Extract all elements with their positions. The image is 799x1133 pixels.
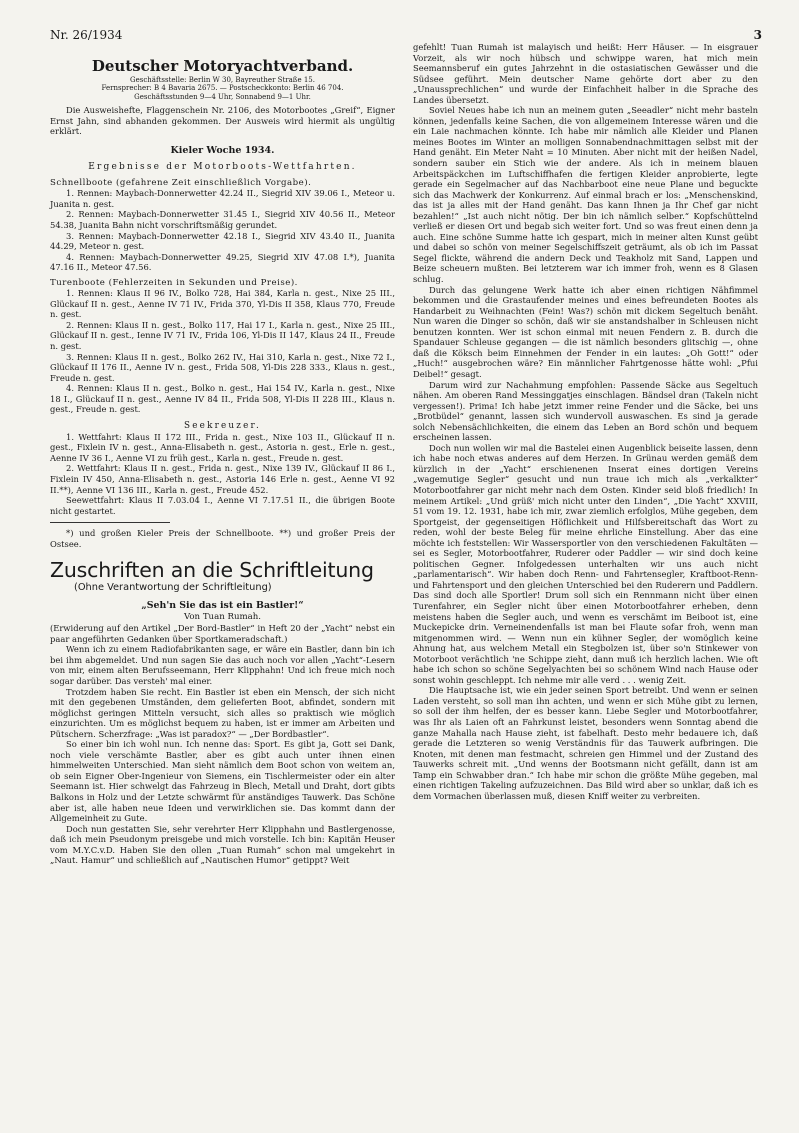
article-paragraph: Soviel Neues habe ich nun an meinem guten „Seeadler“ nicht mehr basteln können, jedenfalls keine Sachen, die von allgemeinem Interesse wären und die ein Laie nachmachen könnte. Ich habe mir nämlich alle Kleider und Planen meines Bootes im Winter an molligen Sonnabendnachmittagen selbst mit der Hand genäht. Ein Meter Naht = 10 Minuten. Aber nicht mit der heißen Nadel, sondern sauber ein Stich wie der andere. Als ich in meinem blauen Arbeitspäckchen im Luftschiffhafen die fertigen Kleider anprobierte, legte gerade ein Segelmacher auf das Nachbarboot eine neue Plane und beguckte sich das Machwerk der Konkurrenz. Auf einmal brach er los: „Menschenskind, das ist ja alles mit der Hand genäht. Das kann Ihnen ja Ihr Chef gar nicht bezahlen!“ „Ist auch nicht nötig. Der bin ich nämlich selber.“ Kopfschüttelnd verließ er diesen Ort und begab sich weiter fort. Und so was freut einen denn ja auch. Eine schöne Summe hatte ich gespart, mich in meiner alten Kunst geübt und dabei so schön von meiner Segelschiffszeit geträumt, als ob ich im Passat Segel flickte, während die andern Deck und Teakholz mit Sand, Lappen und Beize scheuern mußten. Bei letzterem war ich immer froh, wenn es 8 Glasen schlug. <box>413 105 758 285</box>
article-paragraph: So einer bin ich wohl nun. Ich nenne das: Sport. Es gibt ja, Gott sei Dank, noch viele verschämte Bastler, aber es gibt auch unter ihnen einen himmelweiten Unterschied. Man sieht nämlich dem Boot schon von weitem an, ob sein Eigner Ober-Ingenieur von Siemens, ein Tischlermeister oder ein alter Seemann ist. Hier schwelgt das Fahrzeug in Blech, Metall und Draht, dort gibts Balkons in Holz und der Letzte schwärmt für anständiges Tauwerk. Das Schöne aber ist, alle haben neue Ideen und verwirklichen sie. Das kommt dann der Allgemeinheit zu Gute. <box>50 739 395 824</box>
race-result: 1. Rennen: Maybach-Donnerwetter 42.24 II., Siegrid XIV 39.06 I., Meteor u. Juanita n. gest. <box>50 188 395 209</box>
article-paragraph: Wenn ich zu einem Radiofabrikanten sage, er wäre ein Bastler, dann bin ich bei ihm abgemeldet. Und nun sagen Sie das auch noch vor allen „Yacht“-Lesern von mir, einem alten Berufsseemann, Herr Klipphahn! Und ich freue mich noch sogar darüber. Das versteh' mal einer. <box>50 644 395 686</box>
race-result: 2. Rennen: Klaus II n. gest., Bolko 117, Hai 17 I., Karla n. gest., Nixe 25 III., Glückauf II n. gest., Ienne IV 71 IV., Frida 106, Yl-Dis II 147, Klaus 24 II., Freude n. gest. <box>50 319 395 351</box>
article-paragraph: gefehlt! Tuan Rumah ist malayisch und heißt: Herr Häuser. — In eisgrauer Vorzeit, als wir noch hübsch und schwippe waren, hat mich mein Seemannsberuf ein gutes Jahrzehnt in die ostasiatischen Gewässer und die Südsee geführt. Mein deutscher Name gehörte dort aber zu den „Unaussprechlichen“ und wurde der Einfachheit halber in die Sprache des Landes übersetzt. <box>413 42 758 105</box>
org-info-line: Geschäftsstelle: Berlin W 30, Bayreuther Straße 15. <box>130 76 315 84</box>
article-paragraph: Trotzdem haben Sie recht. Ein Bastler ist eben ein Mensch, der sich nicht mit den gegebenen Umständen, dem gelieferten Boot, abfindet, sondern mit möglichst geringen Mitteln versucht, sich alles so praktisch wie möglich einzurichten. Um es möglichst bequem zu haben, ist er immer am Arbeiten und Pütschern. Scherzfrage: „Was ist paradox?“ — „Der Bordbastler“. <box>50 686 395 739</box>
lost-documents-notice: Die Ausweishefte, Flaggenschein Nr. 2106, des Motorbootes „Greif“, Eigner Ernst Jahn, sind abhanden gekommen. Der Ausweis wird hiermit als ungültig erklärt. <box>50 105 395 137</box>
divider <box>50 522 170 523</box>
article-intro: (Erwiderung auf den Artikel „Der Bord-Bastler“ in Heft 20 der „Yacht“ nebst ein paar angeführten Gedanken über Sportkameradschaft.) <box>50 623 395 644</box>
left-column <box>50 55 395 866</box>
results-heading: Ergebnisse der Motorboots-Wettfahrten. <box>88 161 357 172</box>
org-title: Deutscher Motoryachtverband. <box>91 57 354 75</box>
section-subtitle: (Ohne Verantwortung der Schriftleitung) <box>74 582 272 594</box>
article-paragraph: Doch nun gestatten Sie, sehr verehrter Herr Klipphahn und Bastlergenosse, daß ich mein Pseudonym preisgebe und mich vorstelle. Ich bin: Kapitän Heuser vom M.Y.C.v.D. Haben Sie den ollen „Tuan Rumah“ schon mal umgekehrt in „Naut. Hamur“ und schließlich auf „Nautischen Humor“ getippt? Weit <box>50 823 395 866</box>
footnote: *) und großen Kieler Preis der Schnellboote. **) und großer Preis der Ostsee. <box>50 528 395 549</box>
race-result: 3. Rennen: Maybach-Donnerwetter 42.18 I., Siegrid XIV 43.40 II., Juanita 44.29, Meteor n. gest. <box>50 230 395 252</box>
org-info-line: Fernsprecher: B 4 Bavaria 2675. — Postscheckkonto: Berlin 46 704. <box>101 84 344 93</box>
race-result: 3. Rennen: Klaus II n. gest., Bolko 262 IV., Hai 310, Karla n. gest., Nixe 72 I., Glückauf II 176 II., Aenne IV n. gest., Frida 508, Yl-Dis 228 333., Klaus n. gest., Freude n. gest. <box>50 351 395 383</box>
issue-number: Nr. 26/1934 <box>50 28 123 42</box>
page-number: 3 <box>753 28 762 42</box>
race-result: Seewettfahrt: Klaus II 7.03.04 I., Aenne VI 7.17.51 II., die übrigen Boote nicht gestartet. <box>50 495 395 516</box>
schnellboote-heading: Schnellboote (gefahrene Zeit einschließlich Vorgabe). <box>50 177 312 188</box>
race-result: 4. Rennen: Maybach-Donnerwetter 49.25, Siegrid XIV 47.08 I.*), Juanita 47.16 II., Meteor 47.56. <box>50 251 395 273</box>
article-paragraph: Durch das gelungene Werk hatte ich aber einen richtigen Nähfimmel bekommen und die Grastaufender meines und eines befreundeten Bootes als Handarbeit zu Weihnachten (Fein! Was?) schön mit dickem Segeltuch benäht. Nun waren die Dinger so schön, daß wir sie anstandshalber in Schleusen nicht benutzen konnten. Wer ist schon einmal mit neuen Fendern z. B. durch die Spandauer Schleuse gegangen — die ist nämlich besonders glitschig —, ohne daß die Köksch beim Einnehmen der Fender in ein lautes: „Oh Gott!“ oder „Huch!“ ausgebrochen wäre? Ein männlicher Fahrtgenosse hätte wohl: „Pfui Deibel!“ gesagt. <box>413 284 758 379</box>
article-title: „Seh'n Sie das ist ein Bastler!“ <box>141 600 304 612</box>
article-paragraph: Darum wird zur Nachahmung empfohlen: Passende Säcke aus Segeltuch nähen. Am oberen Rand Messinggatjes einschlagen. Bändsel dran (Takeln nicht vergessen!). Prima! Ich habe jetzt immer reine Fender und die Säcke, bei uns „Brotbüdel“ genannt, lassen sich wundervoll auswaschen. Es sind ja gerade solch Nebensächlichkeiten, die einem das Leben an Bord schön und bequem erscheinen lassen. <box>413 379 758 443</box>
race-result: 2. Wettfahrt: Klaus II n. gest., Frida n. gest., Nixe 139 IV., Glückauf II 86 I., Fixlein IV 450, Anna-Elisabeth n. gest., Astoria 146 Erle n. gest., Aenne VI 92 II.**), Aenne VI 136 III., Karla n. gest., Freude 452. <box>50 463 395 495</box>
section-title: Zuschriften an die Schriftleitung <box>50 558 374 583</box>
race-result: 4. Rennen: Klaus II n. gest., Bolko n. gest., Hai 154 IV., Karla n. gest., Nixe 18 I., Glückauf II n. gest., Aenne IV 84 II., Frida 508, Yl-Dis II 228 III., Klaus n. gest., Freude n. gest. <box>50 383 395 415</box>
race-result: 1. Rennen: Klaus II 96 IV., Bolko 728, Hai 384, Karla n. gest., Nixe 25 III., Glückauf II n. gest., Aenne IV 71 IV., Frida 370, Yl-Dis II 358, Klaus 770, Freude n. gest. <box>50 288 395 320</box>
article-paragraph: Doch nun wollen wir mal die Bastelei einen Augenblick beiseite lassen, denn ich habe noch etwas anderes auf dem Herzen. In Grünau werden gemäß dem kürzlich in der „Yacht“ erschienenen Inserat eines dortigen Vereins „wagemutige Segler“ gesucht und nun traue ich mich als „verkalkter“ Motorbootfahrer gar nicht mehr nach dem Osten. Kinder seid bloß friedlich! In meinem Artikel: „Und grüß' mich nicht unter den Linden“, „Die Yacht“ XXVIII, 51 vom 19. 12. 1931, habe ich mir, zwar ziemlich erfolglos, Mühe gegeben, dem Sportgeist, der gegenseitigen Höflichkeit und Hilfsbereitschaft das Wort zu reden, wohl der beste Beleg für meine ehrliche Einstellung. Aber das eine möchte ich feststellen: Wir Wassersportler von den verschiedenen Fakultäten — sei es Segler, Motorbootfahrer, Ruderer oder Paddler — wir sind doch keine politischen Gegner. Infolgedessen unterhalten wir uns auch nicht „parlamentarisch“. Wir haben doch Renn- und Fahrtensegler, Kraftboot-Renn- und Fahrtensport und den gleichen Unterschied bei den Ruderern und Paddlern. Das sind doch alle Sportler! Drum soll sich ein Rennmann nicht über einen Turenfahrer, ein Segler nicht über einen Motorbootfahrer erheben, denn meistens haben die Segler auch, und wenn es verschämt im Beiboot ist, eine Muckepicke drin. Verneinendenfalls ist man bei Flaute sofar froh, wenn man mitgenommen wird. — Wenn nun ein kühner Segler, der womöglich keine Ahnung hat, aus welchem Metall ein Stegbolzen ist, über so'n Stinkewer von Motorboot verächtlich 'ne Schippe zieht, dann muß ich herzlich lachen. Wie oft habe ich schon so schöne Segelyachten bei so schönem Wind nach Hause oder sonst wohin geschleppt. Ich nehme mir alle verd . . . wenig Zeit. <box>413 442 758 685</box>
seekreuzer-heading: Seekreuzer. <box>184 420 261 431</box>
race-result: 1. Wettfahrt: Klaus II 172 III., Frida n. gest., Nixe 103 II., Glückauf II n. gest., Fixlein IV n. gest., Anna-Elisabeth n. gest., Astoria n. gest., Erle n. gest., Aenne IV 36 I., Aenne VI zu früh gest., Karla n. gest., Freude n. gest. <box>50 431 395 463</box>
org-info-line: Geschäftsstunden 9—4 Uhr, Sonnabend 9—1 Uhr. <box>134 92 311 101</box>
turenboote-heading: Turenboote (Fehlerzeiten in Sekunden und Preise). <box>50 277 298 288</box>
right-column <box>413 42 758 801</box>
kiel-week-title: Kieler Woche 1934. <box>170 144 275 156</box>
article-author: Von Tuan Rumah. <box>183 612 262 623</box>
race-result: 2. Rennen: Maybach-Donnerwetter 31.45 I., Siegrid XIV 40.56 II., Meteor 54.38, Juanita Bahn nicht vorschriftsmäßig gerundet. <box>50 209 395 230</box>
article-paragraph: Die Hauptsache ist, wie ein jeder seinen Sport betreibt. Und wenn er seinen Laden versteht, so soll man ihn achten, und wenn er sich Mühe gibt zu lernen, so soll der ihm helfen, der es besser kann. Liebe Segler und Motorbootfahrer, was Ihr als Laien oft an Fahrkunst leistet, besonders wenn Sonntag abend die ganze Mahalla nach Hause zieht, ist fabelhaft. Desto mehr bedauere ich, daß gerade die Letzteren so wenig Verständnis für das Tauwerk aufbringen. Die Knoten, mit denen man festmacht, schreien gen Himmel und der Zustand des Tauwerks schreit mit. „Und wenns der Bootsmann nicht gefällt, dann ist am Tamp ein Schwabber dran.“ Ich habe mir schon die größte Mühe gegeben, mal einen richtigen Takeling aufzuzeichnen. Das Bild wird aber so unklar, daß ich es dem Vormachen überlassen muß, diesen Kniff weiter zu verbreiten. <box>413 685 758 801</box>
